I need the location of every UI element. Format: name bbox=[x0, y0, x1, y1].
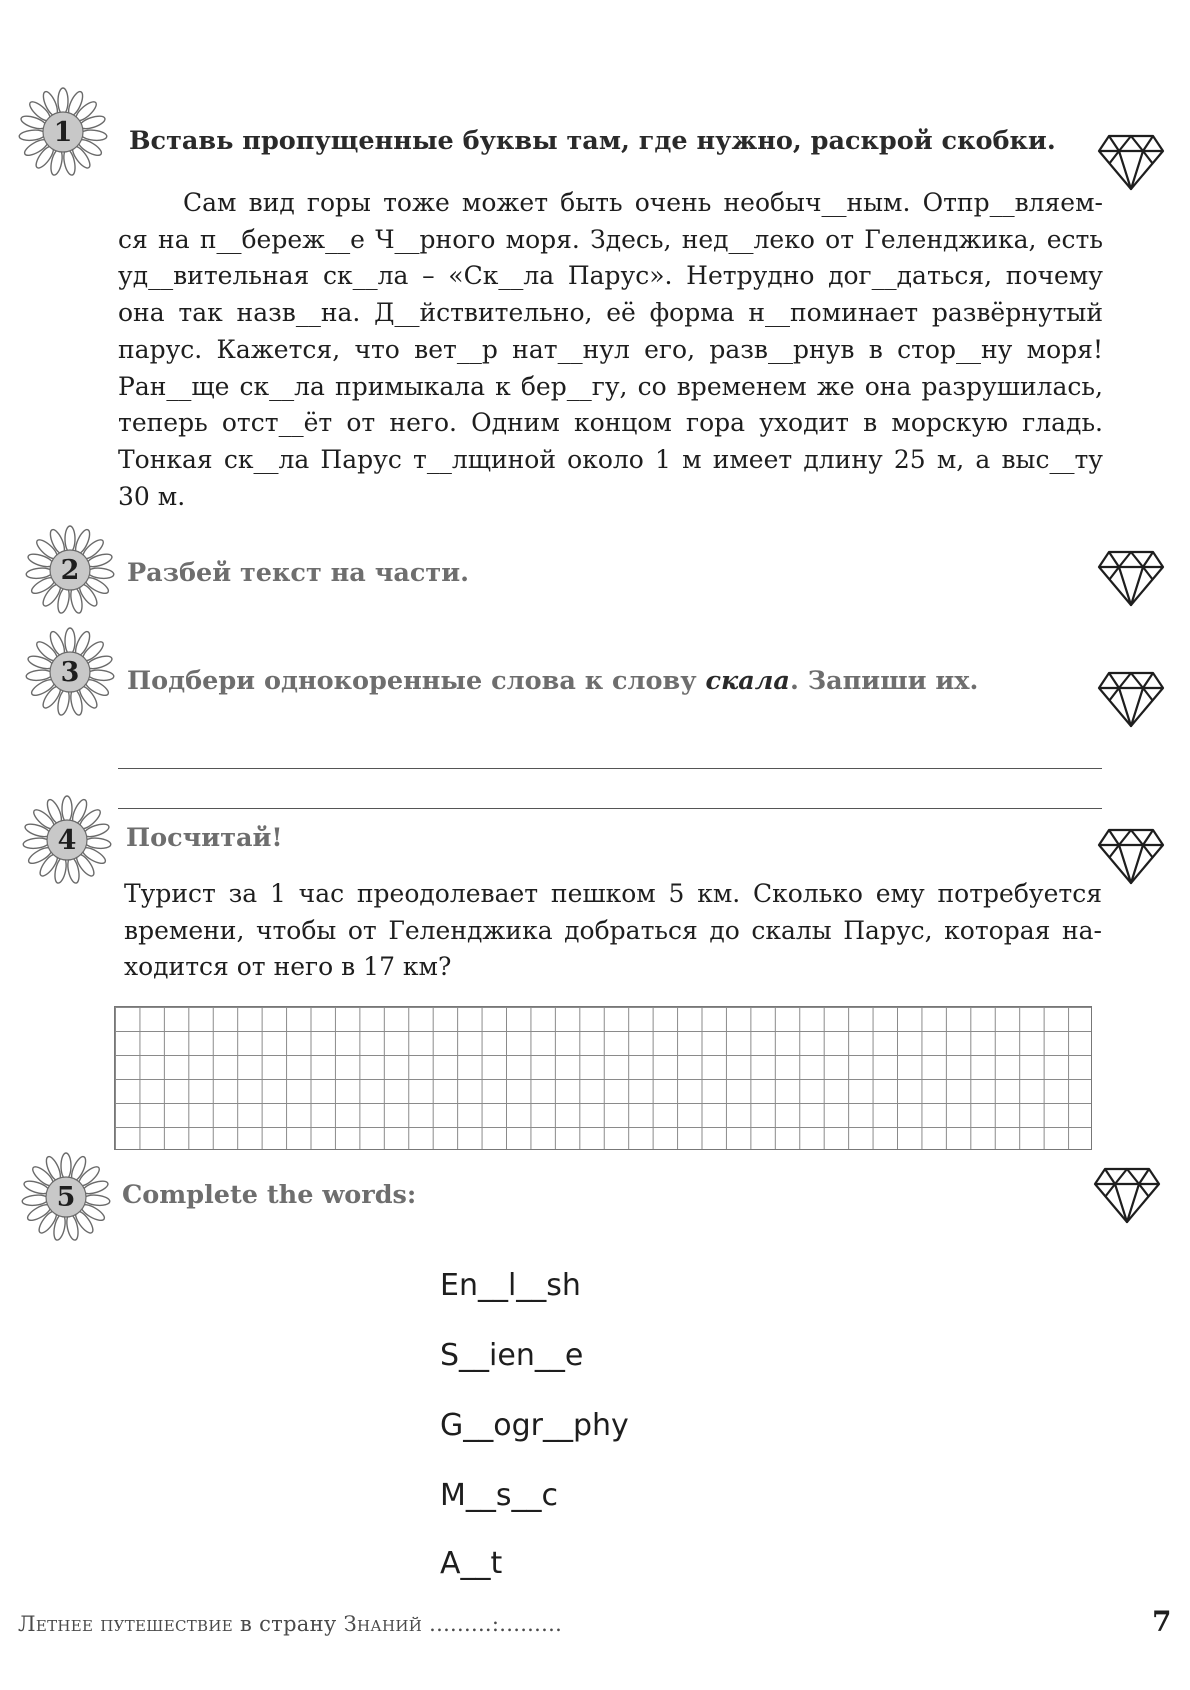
flower-badge-5 bbox=[19, 1150, 129, 1260]
word-music: M__s__c bbox=[440, 1478, 559, 1513]
task-number: 3 bbox=[60, 656, 80, 688]
task-1-text bbox=[118, 185, 1103, 515]
task-number: 2 bbox=[60, 554, 80, 586]
diamond-icon bbox=[1097, 133, 1165, 191]
task-3-title bbox=[127, 666, 978, 696]
text-line: уд__вительная ск__ла – «Ск__ла Парус». Нетрудно дог__даться, почему bbox=[118, 261, 1103, 291]
text-line: 30 м. bbox=[118, 481, 186, 511]
text-line: ся на п__береж__е Ч__рного моря. Здесь, нед__леко от Геленджика, есть bbox=[118, 224, 1103, 254]
footer-title-part: Летнее путешествие bbox=[18, 1612, 234, 1636]
text-line: Сам вид горы тоже может быть очень необыч__ным. Отпр__вляем- bbox=[183, 188, 1103, 217]
text-line: Турист за 1 час преодолевает пешком 5 км. Сколько ему потребуется bbox=[124, 879, 1102, 908]
word-science: S__ien__e bbox=[440, 1338, 584, 1373]
task-number: 4 bbox=[57, 824, 77, 856]
text-line: Ран__ще ск__ла примыкала к бер__гу, со временем же она разрушилась, bbox=[118, 371, 1103, 401]
page-number: 7 bbox=[1152, 1605, 1172, 1638]
task-3-keyword: скала bbox=[705, 666, 790, 696]
answer-line[interactable] bbox=[118, 808, 1102, 809]
text-line: времени, чтобы от Геленджика добраться до скалы Парус, которая на- bbox=[124, 915, 1102, 945]
text-line: ходится от него в 17 км? bbox=[124, 952, 452, 982]
word-art: A__t bbox=[440, 1546, 503, 1581]
text-line: парус. Кажется, что вет__р нат__нул его, разв__рнув в стор__ну моря! bbox=[118, 334, 1103, 364]
diamond-icon bbox=[1097, 549, 1165, 607]
task-4-text bbox=[124, 876, 1102, 986]
task-3-title-start: Подбери однокоренные слова к слову bbox=[127, 666, 706, 696]
footer-running-title bbox=[18, 1612, 562, 1636]
flower-badge-4 bbox=[20, 793, 130, 903]
footer-dots: .........:......... bbox=[422, 1612, 563, 1636]
task-3-title-end: . Запиши их. bbox=[789, 666, 979, 696]
task-1-title: Вставь пропущенные буквы там, где нужно, раскрой скобки. bbox=[129, 126, 1056, 156]
task-2-title: Разбей текст на части. bbox=[127, 558, 470, 588]
diamond-icon bbox=[1097, 827, 1165, 885]
flower-badge-2 bbox=[23, 523, 133, 633]
text-line: она так назв__на. Д__йствительно, её форма н__поминает развёрнутый bbox=[118, 298, 1103, 328]
task-number: 5 bbox=[56, 1181, 76, 1213]
footer-title-part: Знаний bbox=[343, 1612, 423, 1636]
answer-line[interactable] bbox=[118, 768, 1102, 769]
diamond-icon bbox=[1093, 1166, 1161, 1224]
text-line: Тонкая ск__ла Парус т__лщиной около 1 м имеет длину 25 м, а выс__ту bbox=[118, 444, 1103, 474]
task-number: 1 bbox=[53, 116, 73, 148]
word-english: En__l__sh bbox=[440, 1268, 581, 1303]
flower-badge-3 bbox=[23, 625, 133, 735]
task-5-title: Complete the words: bbox=[122, 1180, 417, 1210]
diamond-icon bbox=[1097, 670, 1165, 728]
footer-title-part: в страну bbox=[233, 1612, 344, 1636]
answer-grid[interactable] bbox=[114, 1006, 1092, 1150]
task-4-title: Посчитай! bbox=[126, 823, 283, 853]
word-geography: G__ogr__phy bbox=[440, 1408, 629, 1443]
text-line: теперь отст__ёт от него. Одним концом гора уходит в морскую гладь. bbox=[118, 408, 1103, 438]
flower-badge-1 bbox=[16, 85, 126, 195]
